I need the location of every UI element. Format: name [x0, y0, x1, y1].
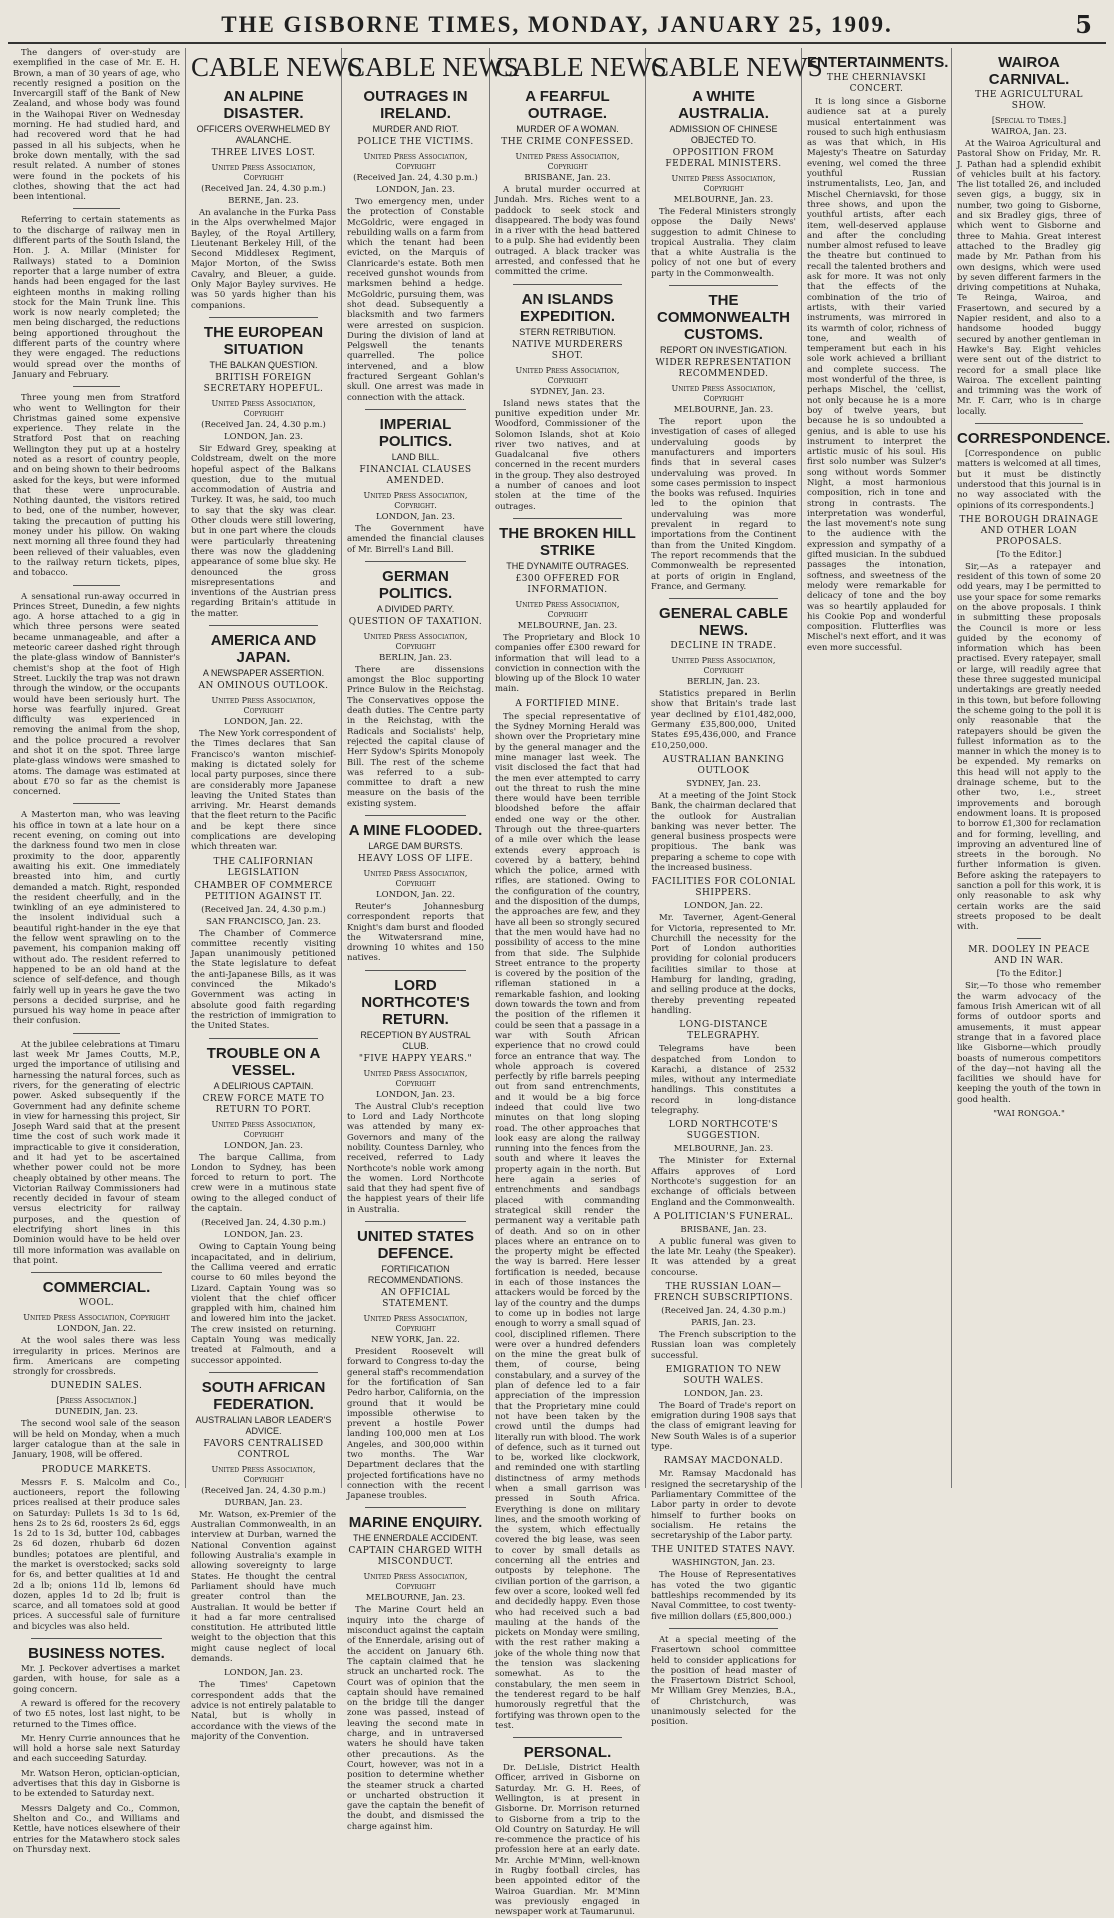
article-body: President Roosevelt will forward to Congress to-day the general staff's recommendation for the fortification of San Pedro harbor, California, on the ground that it would be impossible otherwise to prevent a hostile Power landing 100,000 men at Los Angeles, and 300,000 within two months. The War Department declares that the projected fortifications have no connection with the recent Japanese troubles.: [347, 1347, 484, 1502]
article-body: The Chamber of Commerce committee recently visiting Japan unanimously petitioned the State legislature to defeat the anti-Japanese Bills, as it was convinced the Mikado's Government was acting in absolute good faith regarding the restriction of immigration to the United States.: [191, 928, 336, 1032]
article-body: The Proprietary and Block 10 companies offer £300 reward for information that will lead to a conviction in connection with the blowing up of the Block 10 water main.: [495, 632, 640, 695]
article-body: The House of Representatives has voted the two gigantic battleships recommended by its Naval Committee, to cost twenty-five million dollars (£5,800,000.): [651, 1570, 796, 1622]
headline: MARINE ENQUIRY.: [348, 1514, 483, 1532]
subheadline: THE CRIME CONFESSED.: [501, 137, 634, 147]
article-body: A brutal murder occurred at Jundah. Mrs. Riches went to a paddock to seek stock and disappeared. The body was found in a river with the head battered to a pulp. She had evidently been outraged. A black tracker was arrested, and confessed that he committed the crime.: [495, 185, 640, 278]
wool-subheading: WOOL.: [78, 1298, 115, 1309]
dateline: LONDON, Jan. 22.: [223, 717, 303, 728]
credit-line: United Press Association, Copyright: [671, 656, 776, 676]
credit-line: United Press Association, Copyright: [515, 365, 620, 385]
article-body: Sir Edward Grey, speaking at Coldstream, dwelt on the more hopeful aspect of the Balkans question, due to the mutual accommodation of Austria and Turkey. It was, he said, too much to say that the sky was clear. Other clouds were still lowering, but in one part where the clouds were particularly threatening there was now the gladdening appearance of some blue sky. He denounced the gross misrepresentations and inventions of the Austrian press regarding Britain's attitude in the matter.: [191, 443, 336, 619]
subheadline: LAND BILL.: [391, 451, 440, 462]
dateline: BERLIN, Jan. 23.: [686, 677, 761, 688]
subheadline: OPPOSITION FROM FEDERAL MINISTERS.: [665, 148, 782, 169]
credit-line: United Press Association, Copyright: [515, 599, 620, 619]
column-3: [342, 48, 519, 1832]
column-5: [646, 48, 823, 1728]
subheadline: FORTIFICATION RECOMMENDATIONS.: [367, 1264, 464, 1286]
subheadline: FAVORS CENTRALISED CONTROL: [203, 1438, 324, 1460]
salutation: [To the Editor.]: [996, 549, 1062, 560]
business-note: Messrs Dalgety and Co., Common, Shelton and Co., and Williams and Kettle, have notices elsewhere of their entries for the Matawhero stock sales on Thursday next.: [13, 1803, 180, 1855]
masthead-title: THE GISBORNE TIMES, MONDAY, JANUARY 25, 1909.: [221, 12, 893, 37]
credit-line: United Press Association, Copyright: [211, 696, 316, 716]
article-body: The report upon the investigation of cases of alleged undervaluing goods by manufacturers and importers finds that in several cases undervaluing was proved. In some cases permission to inspect the books was refused. Inquiries led to the opinion that undervaluing was more prevalent in regard to importations from the Continent than from the United Kingdom. The report recommends that the Commonwealth be represented at ports of origin in England, France, and Germany.: [651, 417, 796, 592]
subheadline: HEAVY LOSS OF LIFE.: [357, 853, 474, 864]
subheadline: ADMISSION OF CHINESE OBJECTED TO.: [669, 124, 778, 145]
article-body: The French subscription to the Russian loan was completely successful.: [651, 1330, 796, 1361]
divider: [365, 561, 466, 562]
dunedin-body: The second wool sale of the season will be held on Monday, when a much larger catalogue than at the sale in January, 1908, will be offered.: [13, 1419, 180, 1461]
subheadline: DECLINE IN TRADE.: [670, 641, 777, 652]
divider: [365, 1507, 466, 1508]
business-note: Mr. J. Peckover advertises a market garden, with house, for sale as a going concern.: [13, 1664, 180, 1695]
subheadline: OFFICERS OVERWHELMED BY AVALANCHE.: [196, 124, 331, 145]
dunedin-subheading: DUNEDIN SALES.: [50, 1381, 143, 1392]
dateline: LONDON, Jan. 23.: [223, 1668, 303, 1679]
article-timaru: At the jubilee celebrations at Timaru last week Mr James Coutts, M.P., urged the importance of utilising and harnessing the natural forces, such as rivers, for the generating of electric power. Asked subsequently if the Government had any definite scheme in view for harnessing this project, Sir Joseph Ward said that at the present time the cost of such work made it impracticable to give it consideration, and it had yet to be ascertained whether power could not be more cheaply obtained by other means. The Victorian Railway Commissioners had recently decided in favour of steam versus electricity for railway purposes, and the question of electrifying short lines in this Dominion would have to be held over till more information was available on that point.: [13, 1039, 180, 1266]
headline: TROUBLE ON A VESSEL.: [206, 1044, 321, 1079]
commercial-heading: COMMERCIAL.: [42, 1279, 151, 1297]
subheadline: THE CHERNIAVSKI CONCERT.: [826, 73, 927, 94]
divider: [669, 1628, 778, 1629]
business-note: Mr. Henry Currie announces that he will hold a horse sale next Saturday and each succeeding Saturday.: [13, 1733, 180, 1765]
headline: PERSONAL.: [523, 1744, 612, 1762]
headline: SOUTH AFRICAN FEDERATION.: [201, 1378, 326, 1413]
divider: [365, 409, 466, 410]
dateline: NEW YORK, Jan. 22.: [371, 1335, 460, 1346]
business-note: Mr. Watson Heron, optician-optician, advertises that this day in Gisborne is to be extended to Saturday next.: [13, 1768, 180, 1800]
article-body: The Minister for External Affairs approves of Lord Northcote's suggestion for an exchange of officials between England and the Commonwealth.: [651, 1156, 796, 1208]
subheadline: A FORTIFIED MINE.: [515, 698, 620, 709]
subheadline: THREE LIVES LOST.: [211, 148, 316, 158]
dateline: LONDON, Jan. 23.: [223, 1140, 303, 1151]
subheadline: MURDER AND RIOT.: [372, 124, 459, 134]
received-line: (Received Jan. 24, 4.30 p.m.): [661, 1306, 786, 1316]
editor-note: [Correspondence on public matters is welcomed at all times, but it must be distinctly understood that this journal is in no way associated with the opinions of its correspondents.]: [957, 449, 1101, 511]
divider: [209, 317, 318, 318]
received-line: (Received Jan. 24, 4.30 p.m.): [353, 173, 478, 183]
headline: LORD NORTHCOTE'S RETURN.: [361, 976, 470, 1028]
dateline: LONDON, Jan. 22.: [683, 901, 763, 912]
subheadline: NATIVE MURDERERS SHOT.: [511, 339, 624, 361]
subheadline: THE CALIFORNIAN LEGISLATION: [213, 856, 314, 878]
dateline: MELBOURNE, Jan. 23.: [673, 195, 774, 205]
column-6: [802, 48, 952, 1488]
subheadline: THE UNITED STATES NAVY.: [651, 1545, 796, 1556]
subheadline: £300 OFFERED FOR INFORMATION.: [515, 573, 620, 595]
divider: [31, 1638, 162, 1639]
article-body: Owing to Captain Young being incapacitated, and in delirium, the Callima veered and erratic course to 60 miles beyond the Lizard. Captain Young was so violent that the chief officer grappled with him, chained him and lowered him into the jacket. The crew insisted on returning. Captain Young was medically treated at Falmouth, and a successor appointed.: [191, 1242, 336, 1366]
credit-line: United Press Association, Copyright: [363, 1314, 468, 1334]
subheadline: LORD NORTHCOTE'S SUGGESTION.: [668, 1120, 779, 1142]
divider: [73, 1033, 120, 1034]
divider: [73, 585, 120, 586]
dateline: LONDON, Jan. 23.: [375, 1089, 455, 1100]
divider: [365, 970, 466, 971]
divider: [209, 625, 318, 626]
divider: [365, 1221, 466, 1222]
cable-news-banner: CABLE NEWS: [495, 52, 667, 82]
credit-line: [Press Association.]: [56, 1396, 137, 1406]
subheadline: THE ENNERDALE ACCIDENT.: [352, 1533, 479, 1544]
credit-line: United Press Association, Copyright: [211, 1119, 316, 1139]
dateline: SYDNEY, Jan. 23.: [530, 386, 605, 397]
subheadline: FACILITIES FOR COLONIAL SHIPPERS.: [651, 877, 796, 899]
wool-body: At the wool sales there was less irregularity in prices. Merinos are firm. Americans are competing strongly for crossbreds.: [13, 1336, 180, 1378]
headline: AMERICA AND JAPAN.: [210, 632, 317, 667]
headline: A WHITE AUSTRALIA.: [678, 88, 769, 122]
divider: [513, 518, 622, 519]
headline: A MINE FLOODED.: [348, 821, 483, 839]
subheadline: AUSTRALIAN LABOR LEADER'S ADVICE.: [195, 1414, 332, 1436]
received-line: (Received Jan. 24, 4.30 p.m.): [201, 1218, 326, 1229]
dateline: LONDON, Jan. 23.: [223, 431, 303, 442]
credit-line: United Press Association, Copyright: [515, 152, 620, 171]
divider: [73, 386, 120, 387]
received-line: (Received Jan. 24, 4.30 p.m.): [201, 184, 326, 194]
divider: [975, 423, 1083, 424]
dateline: LONDON, Jan. 23.: [223, 1230, 303, 1241]
credit-line: [Special to Times.]: [991, 116, 1067, 125]
article-body: The Government have amended the financial clauses of Mr. Birrell's Land Bill.: [347, 523, 484, 555]
credit-line: United Press Association, Copyright: [363, 631, 468, 651]
headline: CORRESPONDENCE.: [957, 430, 1111, 448]
divider: [73, 803, 120, 804]
dateline: BRISBANE, Jan. 23.: [680, 1224, 767, 1235]
dateline: DURBAN, Jan. 23.: [224, 1497, 303, 1508]
article-masterton: A Masterton man, who was leaving his office in town at a late hour on a recent evening, on coming out into the darkness found two men in close proximity to the door, apparently awaiting his exit. One immediately breasted into him, and curtly demanded a match. Right, responded the resident cheerfully, and in the twinkling of an eye administered to the insolent individual such a beautiful right-hander in the eye that the fellow went sprawling on to the pavement, his companion making off without ado. The resident referred to happened to be an old hand at the science of self-defence, and though fairly well up in years he gave the two persons a decided surprise, and he pursued his way home in peace after their confusion.: [13, 810, 180, 1027]
dateline: LONDON, Jan. 23.: [375, 185, 455, 195]
subheadline: THE BOROUGH DRAINAGE AND OTHER LOAN PROPOSALS.: [959, 514, 1099, 547]
subheadline: A POLITICIAN'S FUNERAL.: [653, 1211, 794, 1222]
article-body: At a special meeting of the Frasertown school committee held to consider applications for the position of head master of the Frasertown District School, Mr William Grey Menzies, B.A., of Christchurch, was unanimously selected for the position.: [651, 1634, 796, 1728]
subheadline: REPORT ON INVESTIGATION.: [659, 345, 788, 356]
subheadline: AUSTRALIAN BANKING OUTLOOK: [662, 754, 785, 776]
subheadline: A DELIRIOUS CAPTAIN.: [213, 1080, 314, 1091]
cable-news-banner: CABLE NEWS: [347, 52, 519, 82]
received-line: (Received Jan. 24, 4.30 p.m.): [201, 1485, 326, 1496]
dateline: MELBOURNE, Jan. 23.: [365, 1593, 466, 1604]
credit-line: United Press Association, Copyright: [23, 1313, 170, 1323]
article-body: The Times' Capetown correspondent adds that the advice is not entirely palatable to Natal, but is wholly in accordance with the views of the majority of the Convention.: [191, 1680, 336, 1742]
subheadline: STERN RETRIBUTION.: [519, 326, 616, 337]
subheadline: EMIGRATION TO NEW SOUTH WALES.: [665, 1364, 782, 1386]
subheadline: LONG-DISTANCE TELEGRAPHY.: [679, 1020, 768, 1042]
divider: [209, 1038, 318, 1039]
headline: WAIROA CARNIVAL.: [988, 54, 1070, 88]
article-body: The Austral Club's reception to Lord and Lady Northcote was attended by many ex-Governors and many of the nobility. Countess Darnley, who received, referred to Lady Northcote's noble work among the women. Lord Northcote said that they had spent five of the happiest years of their life in Australia.: [347, 1101, 484, 1215]
dateline: WASHINGTON, Jan. 23.: [671, 1558, 776, 1569]
divider: [513, 1737, 622, 1738]
divider: [365, 815, 466, 816]
cable-news-banner: CABLE NEWS: [651, 52, 823, 82]
dateline: SAN FRANCISCO, Jan. 23.: [206, 916, 321, 927]
divider: [1017, 938, 1041, 939]
headline: GENERAL CABLE NEWS.: [659, 605, 788, 640]
article-body: The Marine Court held an inquiry into the charge of misconduct against the captain of the Ennerdale, arising out of the accident on January 6th. The captain claimed that he struck an uncharted rock. The Court was of opinion that the captain should have remained on the bridge till the danger zone was passed, instead of leaving the second mate in charge, and in untraversed waters he should have taken other precautions. As the Court, however, was not in a position to determine whether the steamer struck a charted or uncharted obstruction it gave the captain the benefit of the doubt, and dismissed the charge against him.: [347, 1605, 484, 1832]
headline: AN ALPINE DISASTER.: [223, 88, 304, 122]
headline: ENTERTAINMENTS.: [807, 54, 949, 71]
subheadline: LARGE DAM BURSTS.: [368, 840, 463, 851]
credit-line: United Press Association, Copyright: [363, 152, 468, 171]
subheadline: WIDER REPRESENTATION RECOMMENDED.: [655, 358, 792, 380]
credit-line: United Press Association, Copyright: [363, 1572, 468, 1592]
article-overstudy: The dangers of over-study are exemplified in the case of Mr. E. H. Brown, a man of 30 years of age, who recently resigned a position on the Invercargill staff of the Bank of New Zealand, and whose body was found in the Waihopai River on Wednesday morning. He had studied hard, and had recovered word that he had passed in all his subjects, when he broke down mentally, with the sad result related. A number of stones were found in the pockets of his clothes, showing that the act had been intentional.: [13, 48, 180, 203]
columns: [8, 48, 1111, 1918]
subheadline: A DIVIDED PARTY.: [376, 603, 455, 614]
subheadline: BRITISH FOREIGN SECRETARY HOPEFUL.: [203, 372, 324, 394]
headline: AN ISLANDS EXPEDITION.: [519, 290, 616, 325]
signature: "WAI RONGOA.": [993, 1109, 1065, 1120]
dateline: BERLIN, Jan. 23.: [378, 652, 453, 663]
produce-body: Messrs F. S. Malcolm and Co., auctioneers, report the following prices realised at their produce sales on Saturday: Pullets 1s 3d to 1s 6d, hens 2s to 2s 6d, roosters 2s 6d, eggs 1s 2d to 1s 3d, butter 10d, cabbages 2s 6d dozen, rhubarb 6d dozen bundles; potatoes are plentiful, and the market is overstocked; sacks sold for 6s, and better qualities at 1d and 2d a lb; onions 11d lb, lemons 6d dozen, apples 1d to 2d lb; fruit is scarce, and all tomatoes sold at good prices. A successful sale of furniture and bicycles was also held.: [13, 1477, 180, 1632]
subheadline: THE RUSSIAN LOAN—FRENCH SUBSCRIPTIONS.: [654, 1282, 793, 1303]
article-body: Mr. Watson, ex-Premier of the Australian Commonwealth, in an interview at Durban, warned the National Convention against following Australia's example in allowing sovereignty to large States. He thought the central Parliament should have much greater control than the Australian. It would be better if it had a far more centralised constitution. He attributed little weight to the objection that this might cause neglect of local demands.: [191, 1509, 336, 1665]
article-body: Statistics prepared in Berlin show that Britain's trade last year declined by £101,482,000, Germany £35,800,000, United States £95,436,000, and France £10,250,000.: [651, 689, 796, 751]
article-body: Mr. Taverner, Agent-General for Victoria, represented to Mr. Churchill the necessity for the Port of London authorities providing for colonial producers facilities similar to those at Hamburg for landing, grading, and selling produce at the docks, thereby preventing repeated handling.: [651, 913, 796, 1016]
credit-line: United Press Association, Copyright: [211, 398, 316, 418]
credit-line: United Press Association, Copyright: [211, 163, 316, 182]
dateline: BERNE, Jan. 23.: [228, 196, 299, 206]
article-runaway: A sensational run-away occurred in Princes Street, Dunedin, a few nights ago. A horse attached to a gig in which three persons were seated became unmanageable, and after a meteoric career dashed right through the plate-glass window of Bannister's chemist's shop at the foot of High Street. Luckily the trap was not drawn through the window, or the occupants would have been seriously hurt. The horse was fearfully injured. Great difficulty was experienced in removing the animal from the shop, and the police procured a revolver and shot it on the spot. Three large plate-glass windows were smashed to atoms. The damage was estimated at about £70 so far as the chemist is concerned.: [13, 591, 180, 798]
divider: [513, 284, 622, 285]
received-line: (Received Jan. 24, 4.30 p.m.): [201, 904, 326, 915]
subheadline: "FIVE HAPPY YEARS.": [358, 1053, 473, 1064]
article-body: An avalanche in the Furka Pass in the Alps overwhelmed Major Bayley, of the Royal Artillery, Lieutenant Berkeley Hill, of the Second Middlesex Regiment, Major Morton, of the Swiss Cavalry, and Bleuer, a guide. Only Major Bayley survives. He was 50 yards higher than his companions.: [191, 208, 336, 311]
business-heading: BUSINESS NOTES.: [28, 1645, 165, 1663]
divider: [209, 1372, 318, 1373]
masthead: [8, 6, 1106, 44]
article-body: Dr. DeLisle, District Health Officer, arrived in Gisborne on Saturday. Mr. G. H. Rees, of Wellington, is at present in Gisborne. Dr. Morrison returned to Gisborne from a trip to the Old Country on Saturday. He will re-commence the practice of his profession here at an early date. Mr. Archie M'Minn, well-known in Rugby football circles, has been appointed editor of the Wairoa Guardian. Mr. M'Minn was previously engaged in newspaper work at Taumarunui.: [495, 1763, 640, 1918]
dateline: DUNEDIN, Jan. 23.: [55, 1407, 138, 1418]
credit-line: United Press Association, Copyright: [211, 1464, 316, 1484]
headline: THE EUROPEAN SITUATION: [203, 323, 324, 358]
subheadline: THE DYNAMITE OUTRAGES.: [506, 560, 629, 571]
column-7: [952, 48, 1111, 1488]
produce-subheading: PRODUCE MARKETS.: [41, 1464, 152, 1475]
subheadline: THE BALKAN QUESTION.: [209, 359, 318, 370]
dateline: SYDNEY, Jan. 23.: [686, 778, 761, 789]
article-body: It is long since a Gisborne audience sat at a purely musical entertainment was roused to such high enthusiasm as was that which, in His Majesty's Theatre on Saturday evening, wel comed the three youthful Russian instrumentalists, Leo, Jan, and Mischel Cherniavski, for those three shows, and upon the youthful artists, after each item, well-deserved applause and after the concluding number almost refused to leave the theatre but continued to recall the talented brothers and ask for more. It was not only that the effects of the combination of the trio of artists, with their varied instruments, was mirrored in its warmth of color, richness of tone, and wealth of temperament but each in his sole work achieved a brilliant and complete success. The most wonderful of the three, is perhaps Mischel, the 'cellist, not only because he is a more boy of twelve years, but because he is so undoubted a genius, and is able to use his instrument to interpret the artistic music of his soul. His first solo number was Sulzer's song without words Sommer Night, a most harmonious composition, rich in tone and strong in contrasts. The interpretation was wonderful, the last movement's note sung to the audience with the expression and sympathy of a gifted musician. In the subdued passages the intonation, softness, and sweetness of the melody were remarkable for delicacy of tone and the boy was so heartily applauded for his Cookie Pop and wonderful composition. Flutterflies was Mischel's next effort, and it was even more successful.: [807, 97, 946, 653]
credit-line: United Press Association, Copyright: [671, 384, 776, 404]
headline: THE BROKEN HILL STRIKE: [499, 524, 636, 559]
cable-news-banner: CABLE NEWS: [191, 52, 363, 82]
column-1: [8, 48, 186, 1855]
article-body: The New York correspondent of the Times declares that San Francisco's wanton mischief-making is dictated solely for local party purposes, since there are considerably more Japanese leaving the United States than arriving. Mr. Hearst demands that the fleet return to the Pacific and be kept there since complications are developing which threaten war.: [191, 729, 336, 853]
received-line: (Received Jan. 24, 4.30 p.m.): [201, 419, 326, 430]
article-body: At the Wairoa Agricultural and Pastoral Show on Friday, Mr. R. J. Pathan had a splendid exhibit of vehicles built at his factory. The list totalled 26, and included seven gigs, a buggy, six in number, two going to Gisborne, and six Bradley gigs, three of which went to Gisborne and three to Mahia. Great interest attached to the Bradley gig made by Mr. Pathan from his own designs, which were used by seven different farmers in the driving competitions at Nuhaka, Te Reinga, Wairoa, and Frasertown, and secured by a Napier resident, and also to a handsome hooded buggy secured by another gentleman in Hawke's Bay. Eight vehicles were sent out of the district to record for a small place like Wairoa. The excellent painting and trimming was the work of Mr. F. Carr, who is in charge locally.: [957, 139, 1101, 417]
business-note: A reward is offered for the recovery of two £5 notes, lost last night, to be returned to the Times office.: [13, 1698, 180, 1730]
headline: OUTRAGES IN IRELAND.: [363, 88, 468, 122]
article-body: Mr. Ramsay Macdonald has resigned the secretaryship of the Parliamentary Committee of the Labor party in order to devote himself to further books on socialism. He retains the secretaryship of the Labor party.: [651, 1469, 796, 1542]
credit-line: United Press Association, Copyright.: [363, 490, 468, 510]
dateline: LONDON, Jan. 22.: [56, 1324, 136, 1335]
subheadline: AN OFFICIAL STATEMENT.: [380, 1288, 451, 1310]
article-body: The barque Callima, from London to Sydney, has been forced to return to port. The crew were in a mutinous state owing to the alleged conduct of the captain.: [191, 1152, 336, 1215]
divider: [669, 285, 778, 286]
dateline: MELBOURNE, Jan. 23.: [517, 620, 618, 631]
headline: A FEARFUL OUTRAGE.: [525, 88, 610, 122]
dateline: MELBOURNE, Jan. 23.: [673, 1144, 774, 1155]
headline: IMPERIAL POLITICS.: [378, 415, 453, 450]
salutation: [To the Editor.]: [996, 969, 1062, 980]
headline: UNITED STATES DEFENCE.: [357, 1228, 474, 1263]
column-4: [490, 48, 667, 1918]
article-body: A public funeral was given to the late Mr. Leahy (the Speaker). It was attended by a great concourse.: [651, 1236, 796, 1278]
article-body: The Federal Ministers strongly oppose the Daily News' suggestion to admit Chinese to tropical Australia. They claim that a white Australia is the policy of not one but of every party in the Commonwealth.: [651, 207, 796, 279]
subheadline: AN OMINOUS OUTLOOK.: [198, 681, 329, 692]
subheadline: MR. DOOLEY IN PEACE AND IN WAR.: [968, 945, 1090, 967]
page-number: 5: [1075, 10, 1092, 39]
article-body: At a meeting of the Joint Stock Bank, the chairman declared that the outlook for Australian banking was never better. The general business prospects were propitious. The bank was preparing a scheme to cope with the increased business.: [651, 790, 796, 873]
article-stratford: Three young men from Stratford who went to Wellington for their Christmas gained some expensive experience. They relate in the Stratford Post that on reaching Wellington they put up at a hostelry noted as a resort of country people, and on being shown to their bedrooms asked for the keys, but were informed that these were unprocurable. Nothing daunted, the visitors retired to bed, one of the number, however, taking the precaution of putting his money under his pillow. On waking next morning all three found they had been relieved of their valuables, even to the railway return tickets, pipes, and tobacco.: [13, 393, 180, 579]
headline: THE COMMONWEALTH CUSTOMS.: [656, 292, 791, 344]
dateline: MELBOURNE, Jan. 23.: [673, 405, 774, 416]
dateline: LONDON, Jan. 23.: [683, 1388, 763, 1399]
divider: [73, 208, 120, 209]
dateline: PARIS, Jan. 23.: [691, 1318, 756, 1328]
subheadline: QUESTION OF TAXATION.: [348, 616, 483, 627]
article-body: Reuter's Johannesburg correspondent reports that Knight's dam burst and flooded the Witwatersrand mine, drowning 10 whites and 150 natives.: [347, 901, 484, 964]
column-2: [186, 48, 363, 1742]
divider: [669, 598, 778, 599]
subheadline: CAPTAIN CHARGED WITH MISCONDUCT.: [348, 1546, 483, 1568]
subheadline: A NEWSPAPER ASSERTION.: [202, 668, 325, 679]
article-body: Two emergency men, under the protection of Constable McGoldric, were engaged in rebuilding walls on a farm from which the tenant had been evicted, on the Marquis of Clanricarde's estate. Both men received gunshot wounds from marksmen behind a hedge. McGoldric, pursuing them, was shot dead. Subsequently a blacksmith and two farmers were arrested on suspicion. During the division of land at Pelgswell the tenants quarrelled. The police intervened, and a blow fractured Sergeant Gohlan's skull. One arrest was made in connection with the attack.: [347, 197, 484, 403]
dateline: LONDON, Jan. 22.: [375, 889, 455, 900]
dateline: LONDON, Jan. 23.: [375, 511, 455, 522]
subheadline: CREW FORCE MATE TO RETURN TO PORT.: [202, 1093, 325, 1115]
subheadline: MURDER OF A WOMAN.: [516, 124, 619, 134]
dateline: WAIROA, Jan. 23.: [991, 127, 1067, 137]
article-body: Sir,—As a ratepayer and resident of this town of some 20 odd years, may I be permitted to use your space for some remarks on the above proposals. I think in submitting these proposals the Council is more or less guided by the economy of information which has been practised. Every ratepayer, small or large, will readily agree that these three suggested municipal undertakings are greatly needed in this town, but before following the scheme going to the poll it is only reasonable that the ratepayers should be given the fullest information as to the manner in which the money is to be expended. My remarks on this head will not apply to the drainage scheme, but to the other two, i.e., street improvements and borough endowment loans. It is proposed to borrow £1,300 for reclamation and for forming, levelling, and improving an adventured line of streets in the borough. No further information is given. Before asking the ratepayers to sanction a poll for this work, it is only reasonable to ask why certain works are the said streets proposed to be dealt with.: [957, 561, 1101, 933]
article-body: There are dissensions amongst the Bloc supporting Prince Bulow in the Reichstag. The Conservatives oppose the death duties. The Centre party in the Reichstag, with the Radicals and Socialists' help, rejected the capital clause of Herr Sydow's Spirits Monopoly Bill. The rest of the scheme was referred to a sub-committee to draft a new measure on the basis of the existing system.: [347, 664, 484, 809]
subheadline: RAMSAY MACDONALD.: [663, 1456, 784, 1467]
credit-line: United Press Association, Copyright: [363, 868, 468, 888]
divider: [31, 1272, 162, 1273]
article-body: Sir,—To those who remember the warm advocacy of the famous Irish American wit of all forms of outdoor sports and amusements, it must appear strange that in a favored place like Gisborne—which proudly boasts of numerous competitors of the day—not having all the facilities we should have for keeping the youth of the town in good health.: [957, 981, 1101, 1105]
article-body: The special representative of the Sydney Morning Herald was shown over the Proprietary mine by the general manager and the mine manager last week. The visit disclosed the fact that had the men ever attempted to carry out the threat to rush the mine there would have been terrible bloodshed before the affair ended one way or the other. Through out the three-quarters of a mile over which the lease extends every approach is covered by a battery, behind which the police, armed with rifles, are stationed. Owing to the configuration of the country, and the disposition of the dumps, the approaches are few, and they have all been so strongly secured that the men would have had no possibility of access to the mine from that side. The Sulphide Street entrance to the property is covered by the position of the rifleman stationed in a remarkable fashion, and looking down towards the town and from the position of the riflemen it could be seen that a passage in a war with South African experience that no crowd could force an entrance that way. The whole approach is covered perfectly by rifle barrels peeping out from sand entrenchments, and it would be a big force indeed that could live two minutes on that long sloping road. The other approaches that look easy are along the railway running into the fences from the south and where it leaves the property again in the north. But here again a series of entrenchments and sandbags placed with commanding strategical skill render the permanent way a veritable path of death. And so on in other places where an entrance on to the property might be effected the way is barred. Here lesser fortification is needed, because in each of those instances the attackers would be forced by the lay of the country and the dumps to come up in bodies not large enough to worry a small squad of cool, disciplined riflemen. There were over a hundred defenders on the mine the great bulk of them, of course, being constabulary, and a survey of the plan of defence led to a fair appreciation of the impression that the Proprietary mine could not have been taken by the crowd until the dumps had literally run with blood. The work of defence, such as it turned out to be, worked like clockwork, and reminded one with startling distinctness of army methods when a small garrison was pressed in South Africa. Everything is done on military lines, and the smooth working of the system, which effectually covered the big lease, was seen to cover by small details as concerning all the entries and outposts by telephone. The civilian portion of the garrison, a few over a score, looked well fed and decidedly happy. Even those who had received such a bad mauling at the hands of the pickets on Monday were smiling, with the rest rather making a joke of the whole thing now that the tension was slackening somewhat. As to the constabulary, the men seem in the tenderest regard to be half humorously regretful that the fortifying was thrown open to the test.: [495, 711, 640, 1731]
subheadline: RECEPTION BY AUSTRAL CLUB.: [360, 1029, 471, 1051]
subheadline: POLICE THE VICTIMS.: [357, 137, 474, 147]
article-body: The Board of Trade's report on emigration during 1908 says that the class of emigrant leaving for New South Wales is of a superior type.: [651, 1400, 796, 1453]
subheadline: FINANCIAL CLAUSES AMENDED.: [359, 464, 472, 486]
subheadline: CHAMBER OF COMMERCE PETITION AGAINST IT.: [194, 880, 333, 902]
credit-line: United Press Association, Copyright: [671, 174, 776, 193]
article-body: Island news states that the punitive expedition under Mr. Woodford, Commissioner of the Solomon Islands, shot at Koio river two natives, and at Guadalcanal five others concerned in the recent murders in the group. They also destroyed a number of canoes and loot stolen at the time of the outrages.: [495, 398, 640, 512]
credit-line: United Press Association, Copyright: [363, 1068, 468, 1088]
headline: GERMAN POLITICS.: [378, 567, 453, 602]
article-railway: Referring to certain statements as to the discharge of railway men in different parts of the South Island, the Hon. J. A. Millar (Minister for Railways) stated to a Dominion reporter that a large number of extra hands had been engaged for the last eighteen months in making rolling stock for the Main Trunk line. This work is now nearly completed; the men being discharged, the reductions being apportioned throughout the different parts of the country where they were engaged. The reductions would spread over the months of January and February.: [13, 215, 180, 380]
article-body: Telegrams have been despatched from London to Karachi, a distance of 2532 miles, without any intermediate handlings. This constitutes a record in long-distance telegraphy.: [651, 1044, 796, 1117]
subheadline: THE AGRICULTURAL SHOW.: [975, 90, 1083, 111]
dateline: BRISBANE, Jan. 23.: [524, 173, 611, 183]
